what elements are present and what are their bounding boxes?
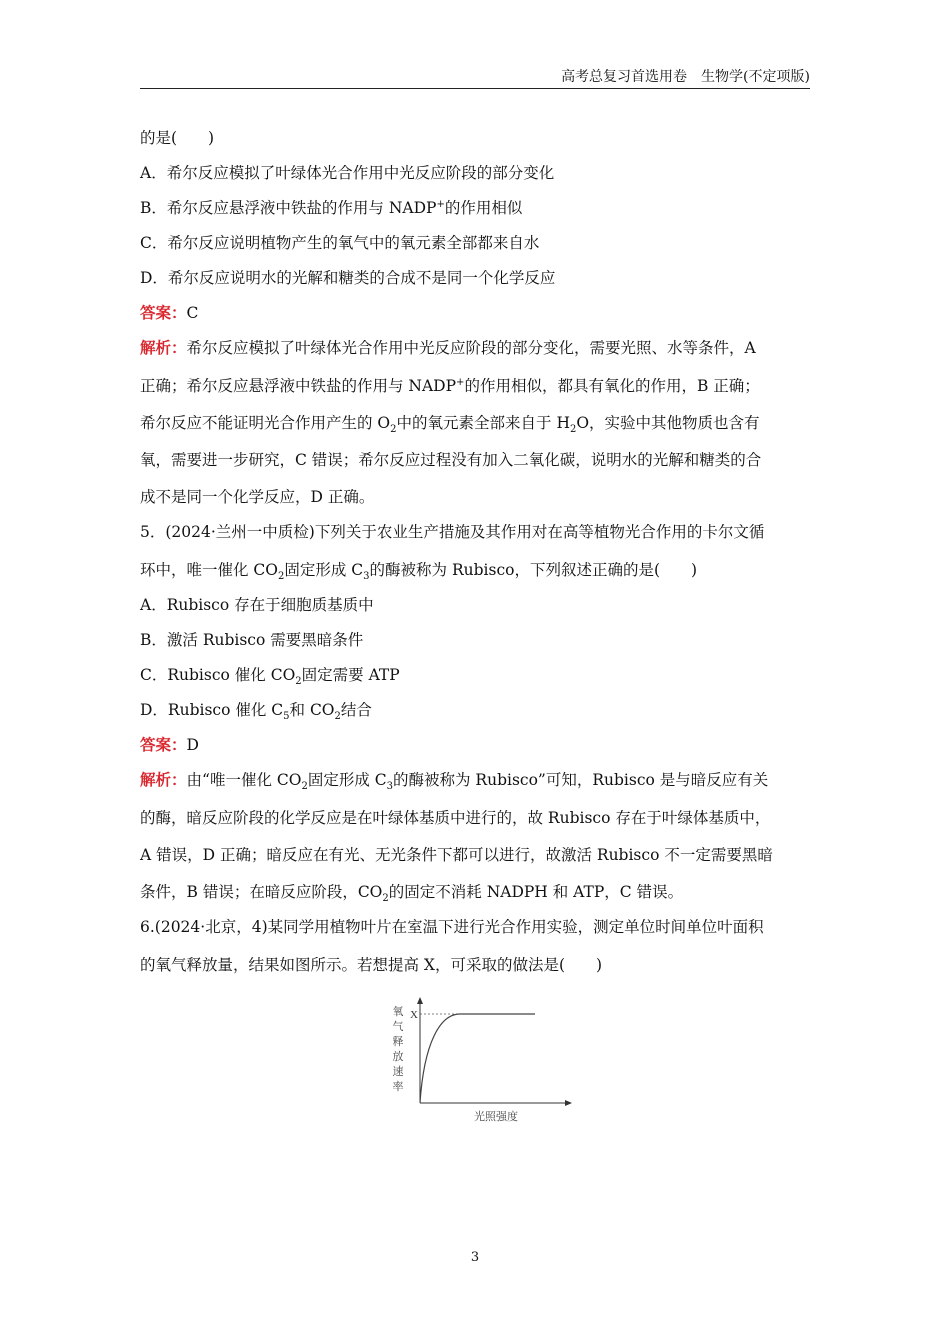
q5-stem-1: 5．(2024·兰州一中质检)下列关于农业生产措施及其作用对在高等植物光合作用的卡尔文循 <box>140 523 765 541</box>
q4-answer: 答案：C <box>140 303 199 322</box>
series-line <box>420 1014 535 1103</box>
q4-option-a: A．希尔反应模拟了叶绿体光合作用中光反应阶段的部分变化 <box>140 164 555 182</box>
q6-stem-2: 的氧气释放量，结果如图所示。若想提高 X，可采取的做法是( ) <box>140 956 603 974</box>
q5-explanation-2: 的酶，暗反应阶段的化学反应是在叶绿体基质中进行的，故 Rubisco 存在于叶绿体基质中， <box>140 809 771 827</box>
y-axis-label <box>393 1004 404 1093</box>
y-axis-label-char: 率 <box>392 1080 404 1093</box>
q5-option-b: B．激活 Rubisco 需要黑暗条件 <box>140 631 364 649</box>
q5-answer: 答案：D <box>140 735 199 754</box>
x-axis-arrow <box>565 1100 572 1106</box>
oxygen-release-chart <box>378 995 578 1130</box>
page-number: 3 <box>470 1250 480 1265</box>
q4-explanation-1: 解析：希尔反应模拟了叶绿体光合作用中光反应阶段的部分变化，需要光照、水等条件，A <box>140 338 756 357</box>
q5-option-a: A．Rubisco 存在于细胞质基质中 <box>140 596 374 614</box>
q5-stem-2: 环中，唯一催化 $CO_2$固定形成 $C_3$的酶被称为 Rubisco，下列叙述正确的是( ) <box>140 561 698 583</box>
y-marker-label: X <box>410 1009 418 1021</box>
q5-explanation-4: 条件，B 错误；在暗反应阶段，$CO_2$的固定不消耗 NADPH 和 ATP，C 错误。 <box>140 883 684 905</box>
q4-explanation-3: 希尔反应不能证明光合作用产生的 $O_2$中的氧元素全部来自于 $H_2O$，实验中其他物质也含有 <box>140 414 760 436</box>
q5-explanation-3: A 错误，D 正确；暗反应在有光、无光条件下都可以进行，故激活 Rubisco 不一定需要黑暗 <box>140 846 773 864</box>
q6-stem-1: 6.(2024·北京，4)某同学用植物叶片在室温下进行光合作用实验，测定单位时间单位叶面积 <box>140 918 764 936</box>
q4-option-c: C．希尔反应说明植物产生的氧气中的氧元素全部都来自水 <box>140 234 540 252</box>
q4-option-d: D．希尔反应说明水的光解和糖类的合成不是同一个化学反应 <box>140 269 556 287</box>
y-axis-label-char: 速 <box>392 1065 404 1078</box>
q4-explanation-4: 氧，需要进一步研究，C 错误；希尔反应过程没有加入二氧化碳，说明水的光解和糖类的合 <box>140 451 762 469</box>
q5-option-c: C．Rubisco 催化 $CO_2$固定需要 ATP <box>140 666 400 688</box>
header-title: 高考总复习首选用卷 生物学(不定项版) <box>561 69 810 85</box>
y-axis-label-char: 放 <box>392 1050 404 1063</box>
y-axis-label-char: 释 <box>392 1035 404 1048</box>
q5-explanation-1: 解析：由“唯一催化 $CO_2$固定形成 $C_3$的酶被称为 Rubisco”可知，Rubisco 是与暗反应有关 <box>140 770 769 793</box>
q5-option-d: D．Rubisco 催化 $C_5$和 $CO_2$结合 <box>140 701 372 723</box>
y-axis-arrow <box>417 997 423 1004</box>
q4-option-b: B．希尔反应悬浮液中铁盐的作用与 NADP+的作用相似 <box>140 198 523 217</box>
q4-explanation-2: 正确；希尔反应悬浮液中铁盐的作用与 NADP+的作用相似，都具有氧化的作用，B 正确； <box>140 376 760 395</box>
y-axis-label-char: 气 <box>392 1020 404 1033</box>
x-axis-label: 光照强度 <box>474 1110 518 1123</box>
y-axis-label-char: 氧 <box>392 1005 404 1018</box>
q4-stem-end: 的是( ) <box>140 129 215 147</box>
page-header <box>140 66 810 89</box>
q4-explanation-5: 成不是同一个化学反应，D 正确。 <box>140 488 375 506</box>
